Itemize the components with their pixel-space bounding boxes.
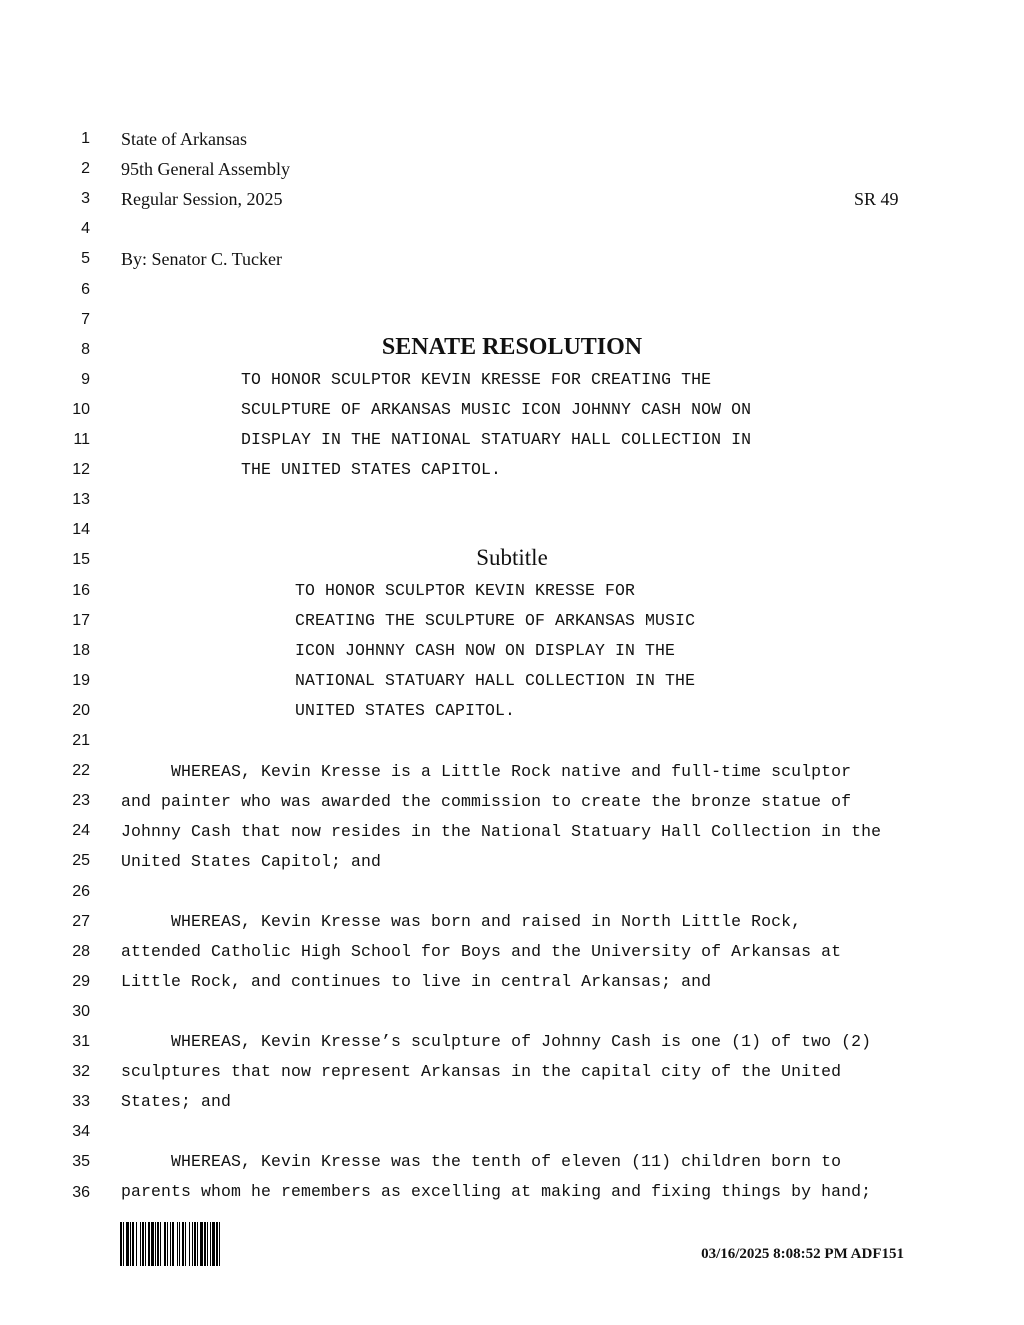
line-number: 18 — [72, 641, 90, 659]
line-number: 29 — [72, 972, 90, 990]
line-number: 14 — [72, 521, 90, 539]
body-line: attended Catholic High School for Boys and the University of Arkansas at — [121, 942, 842, 961]
line-number: 20 — [72, 701, 90, 719]
line-number: 7 — [81, 310, 90, 328]
sponsor: By: Senator C. Tucker — [121, 249, 283, 269]
title-line-3: DISPLAY IN THE NATIONAL STATUARY HALL COLLECTION IN — [241, 430, 752, 449]
line-number: 22 — [72, 762, 90, 780]
subtitle-line-1: TO HONOR SCULPTOR KEVIN KRESSE FOR — [295, 581, 636, 600]
body-line: Johnny Cash that now resides in the National Statuary Hall Collection in the — [121, 822, 882, 841]
session: Regular Session, 2025 — [121, 189, 283, 209]
line-number: 6 — [81, 280, 90, 298]
line-number: 4 — [81, 220, 90, 238]
body-line: WHEREAS, Kevin Kresse was born and raised in North Little Rock, — [121, 912, 802, 931]
bill-number: SR 49 — [854, 189, 899, 209]
line-number: 33 — [72, 1093, 90, 1111]
subtitle-line-4: NATIONAL STATUARY HALL COLLECTION IN THE — [295, 671, 696, 690]
footer-timestamp: 03/16/2025 8:08:52 PM ADF151 — [701, 1246, 904, 1262]
line-number: 30 — [72, 1002, 90, 1020]
subtitle-heading: Subtitle — [476, 545, 548, 570]
document-title: SENATE RESOLUTION — [381, 334, 643, 360]
line-number: 27 — [72, 912, 90, 930]
line-number: 17 — [72, 611, 90, 629]
body-line: WHEREAS, Kevin Kresse’s sculpture of Johnny Cash is one (1) of two (2) — [121, 1032, 872, 1051]
line-number: 11 — [73, 431, 90, 448]
line-number: 13 — [72, 491, 90, 509]
line-number: 32 — [72, 1063, 90, 1081]
line-number: 21 — [72, 732, 90, 749]
body-line: WHEREAS, Kevin Kresse was the tenth of eleven (11) children born to — [121, 1152, 842, 1171]
line-number: 16 — [72, 581, 90, 599]
line-number: 28 — [72, 942, 90, 960]
line-number: 15 — [72, 551, 90, 569]
general-assembly: 95th General Assembly — [121, 159, 290, 179]
body-line: sculptures that now represent Arkansas in the capital city of the United — [121, 1062, 842, 1081]
line-number: 24 — [72, 822, 90, 840]
line-number: 8 — [81, 340, 90, 358]
title-line-2: SCULPTURE OF ARKANSAS MUSIC ICON JOHNNY CASH NOW ON — [241, 400, 752, 419]
subtitle-line-3: ICON JOHNNY CASH NOW ON DISPLAY IN THE — [295, 641, 676, 660]
line-number: 1 — [81, 130, 90, 147]
line-number: 35 — [72, 1153, 90, 1171]
state-name: State of Arkansas — [121, 129, 247, 149]
line-number: 36 — [72, 1183, 90, 1201]
line-number: 23 — [72, 792, 90, 810]
line-number: 5 — [81, 250, 90, 268]
subtitle-line-2: CREATING THE SCULPTURE OF ARKANSAS MUSIC — [295, 611, 696, 630]
line-number: 25 — [72, 852, 90, 870]
line-number: 10 — [72, 400, 90, 418]
line-number: 19 — [72, 671, 90, 689]
line-number: 9 — [81, 370, 90, 388]
line-number: 26 — [72, 882, 90, 900]
body-line: States; and — [121, 1092, 232, 1111]
body-line: Little Rock, and continues to live in central Arkansas; and — [121, 972, 712, 991]
line-number: 3 — [81, 190, 90, 208]
line-number: 34 — [72, 1123, 90, 1141]
body-line: WHEREAS, Kevin Kresse is a Little Rock native and full-time sculptor — [121, 762, 852, 781]
line-number: 31 — [72, 1033, 90, 1050]
body-line: United States Capitol; and — [121, 852, 382, 871]
title-line-4: THE UNITED STATES CAPITOL. — [241, 460, 502, 479]
barcode-image — [120, 1222, 248, 1266]
body-line: parents whom he remembers as excelling at making and fixing things by hand; — [121, 1182, 872, 1201]
subtitle-line-5: UNITED STATES CAPITOL. — [295, 701, 516, 720]
line-number: 2 — [81, 160, 90, 178]
line-number: 12 — [72, 461, 90, 479]
body-line: and painter who was awarded the commission to create the bronze statue of — [121, 792, 852, 811]
title-line-1: TO HONOR SCULPTOR KEVIN KRESSE FOR CREATING THE — [241, 370, 712, 389]
